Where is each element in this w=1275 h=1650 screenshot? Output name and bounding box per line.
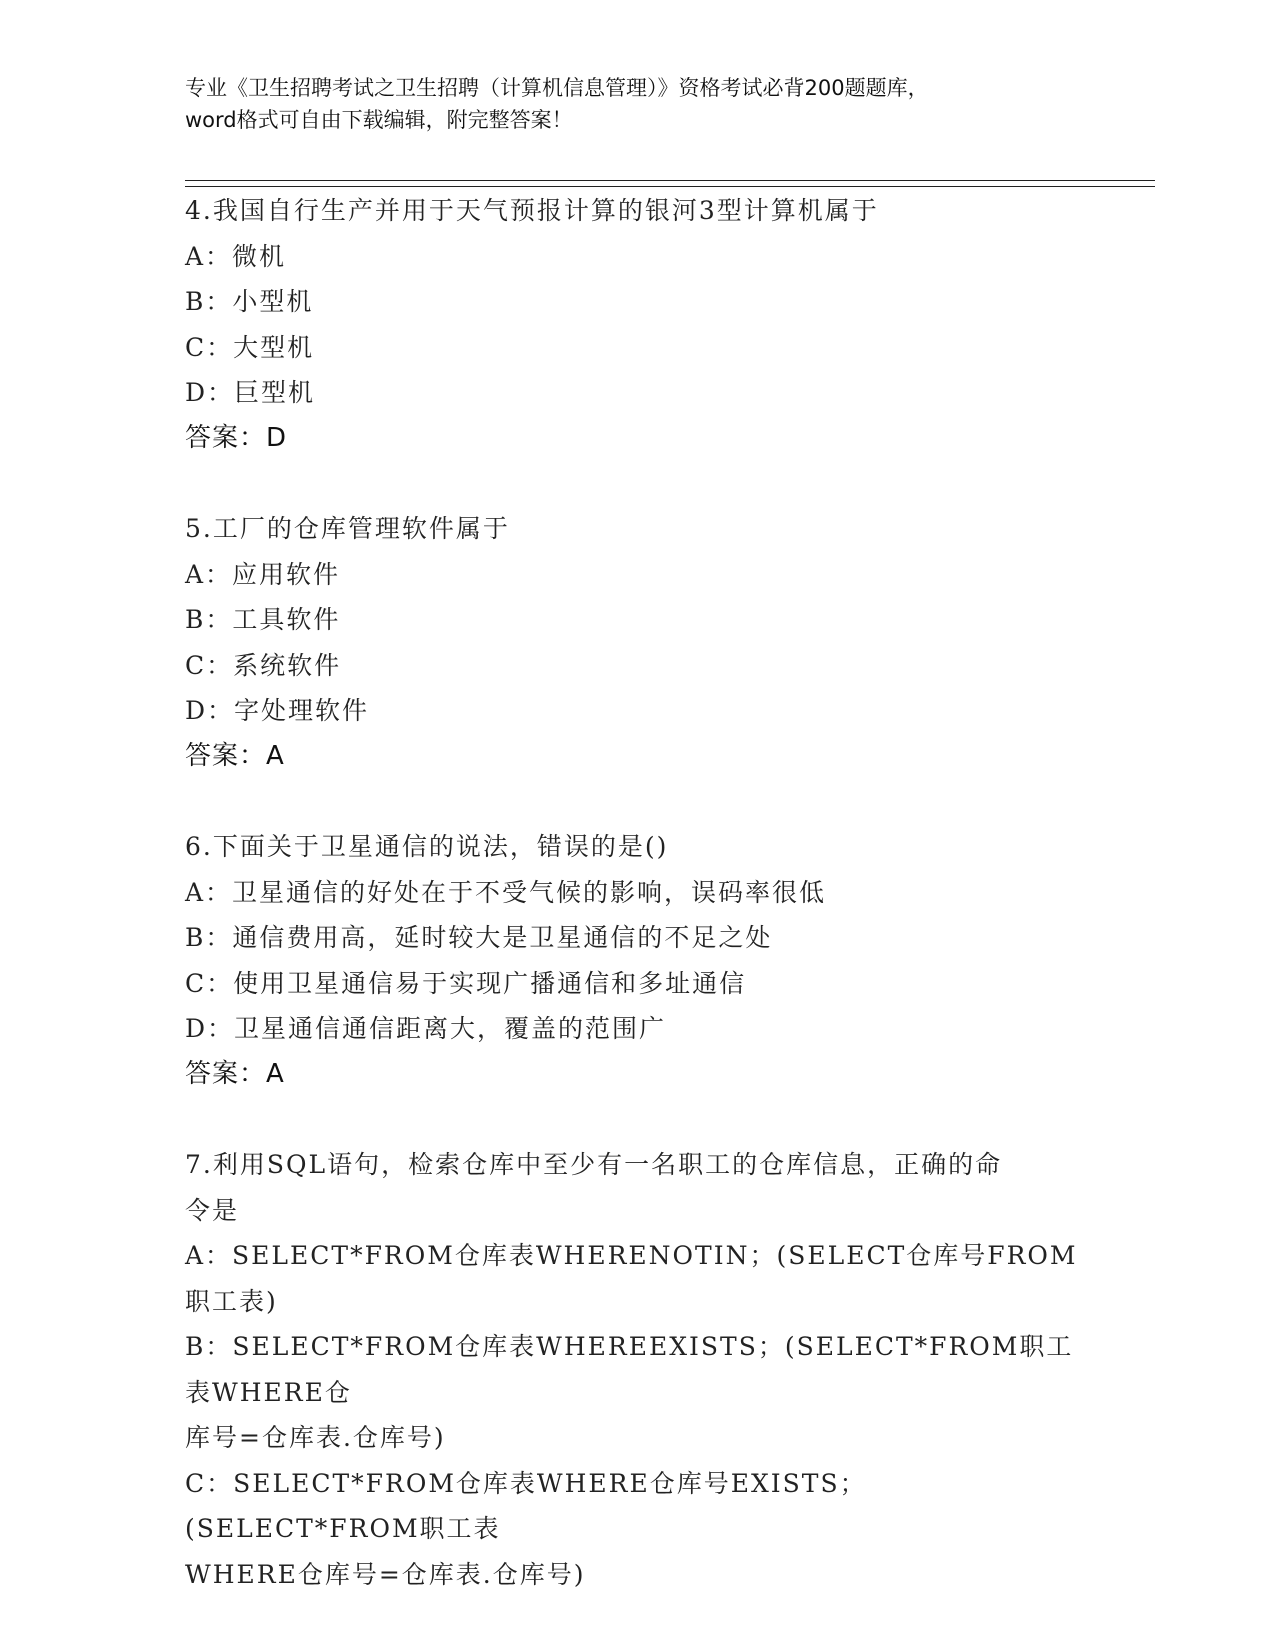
header-title-line-2: word格式可自由下载编辑，附完整答案！	[185, 108, 573, 132]
option-c: C：使用卫星通信易于实现广播通信和多址通信	[185, 968, 747, 998]
option-b: B：工具软件	[185, 605, 341, 634]
header-divider-bottom	[185, 186, 1155, 187]
option-a: A：卫星通信的好处在于不受气候的影响，误码率很低	[185, 877, 827, 907]
option-a: A：微机	[185, 241, 287, 271]
question-6	[185, 824, 1085, 1097]
question-stem: 6.下面关于卫星通信的说法，错误的是()	[185, 832, 669, 861]
question-stem: 4.我国自行生产并用于天气预报计算的银河3型计算机属于	[185, 196, 879, 225]
answer-label: 答案：A	[185, 1058, 285, 1089]
option-b-line-2: 库号=仓库表.仓库号)	[185, 1423, 446, 1452]
answer-label: 答案：A	[185, 740, 285, 771]
option-c-line-2: WHERE仓库号=仓库表.仓库号)	[185, 1559, 586, 1589]
question-list	[185, 188, 1085, 1642]
document-header	[185, 72, 1085, 136]
question-4	[185, 188, 1085, 461]
question-stem-line-1: 7.利用SQL语句，检索仓库中至少有一名职工的仓库信息，正确的命	[185, 1150, 1003, 1179]
header-divider-top	[185, 180, 1155, 181]
option-b: B：小型机	[185, 287, 314, 316]
option-d: D：巨型机	[185, 378, 316, 407]
option-b-line-1: B：SELECT*FROM仓库表WHEREEXISTS；(SELECT*FROM职工表WHERE仓	[185, 1332, 1074, 1407]
header-title-line-1: 专业《卫生招聘考试之卫生招聘（计算机信息管理）》资格考试必背200题题库，	[185, 76, 929, 100]
option-c-line-1: C：SELECT*FROM仓库表WHERE仓库号EXISTS；(SELECT*FROM职工表	[185, 1468, 867, 1543]
question-stem-line-2: 令是	[185, 1195, 240, 1225]
option-b: B：通信费用高，延时较大是卫星通信的不足之处	[185, 923, 773, 952]
option-c: C：系统软件	[185, 650, 342, 680]
option-c: C：大型机	[185, 332, 315, 362]
option-a: A：SELECT*FROM仓库表WHERENOTIN；(SELECT仓库号FROM职工表)	[185, 1241, 1078, 1316]
question-5	[185, 506, 1085, 779]
question-stem: 5.工厂的仓库管理软件属于	[185, 514, 510, 543]
option-a: A：应用软件	[185, 559, 341, 589]
question-7	[185, 1142, 1085, 1597]
answer-label: 答案：D	[185, 422, 288, 453]
option-d: D：字处理软件	[185, 696, 370, 725]
option-d: D：卫星通信通信距离大，覆盖的范围广	[185, 1014, 667, 1043]
